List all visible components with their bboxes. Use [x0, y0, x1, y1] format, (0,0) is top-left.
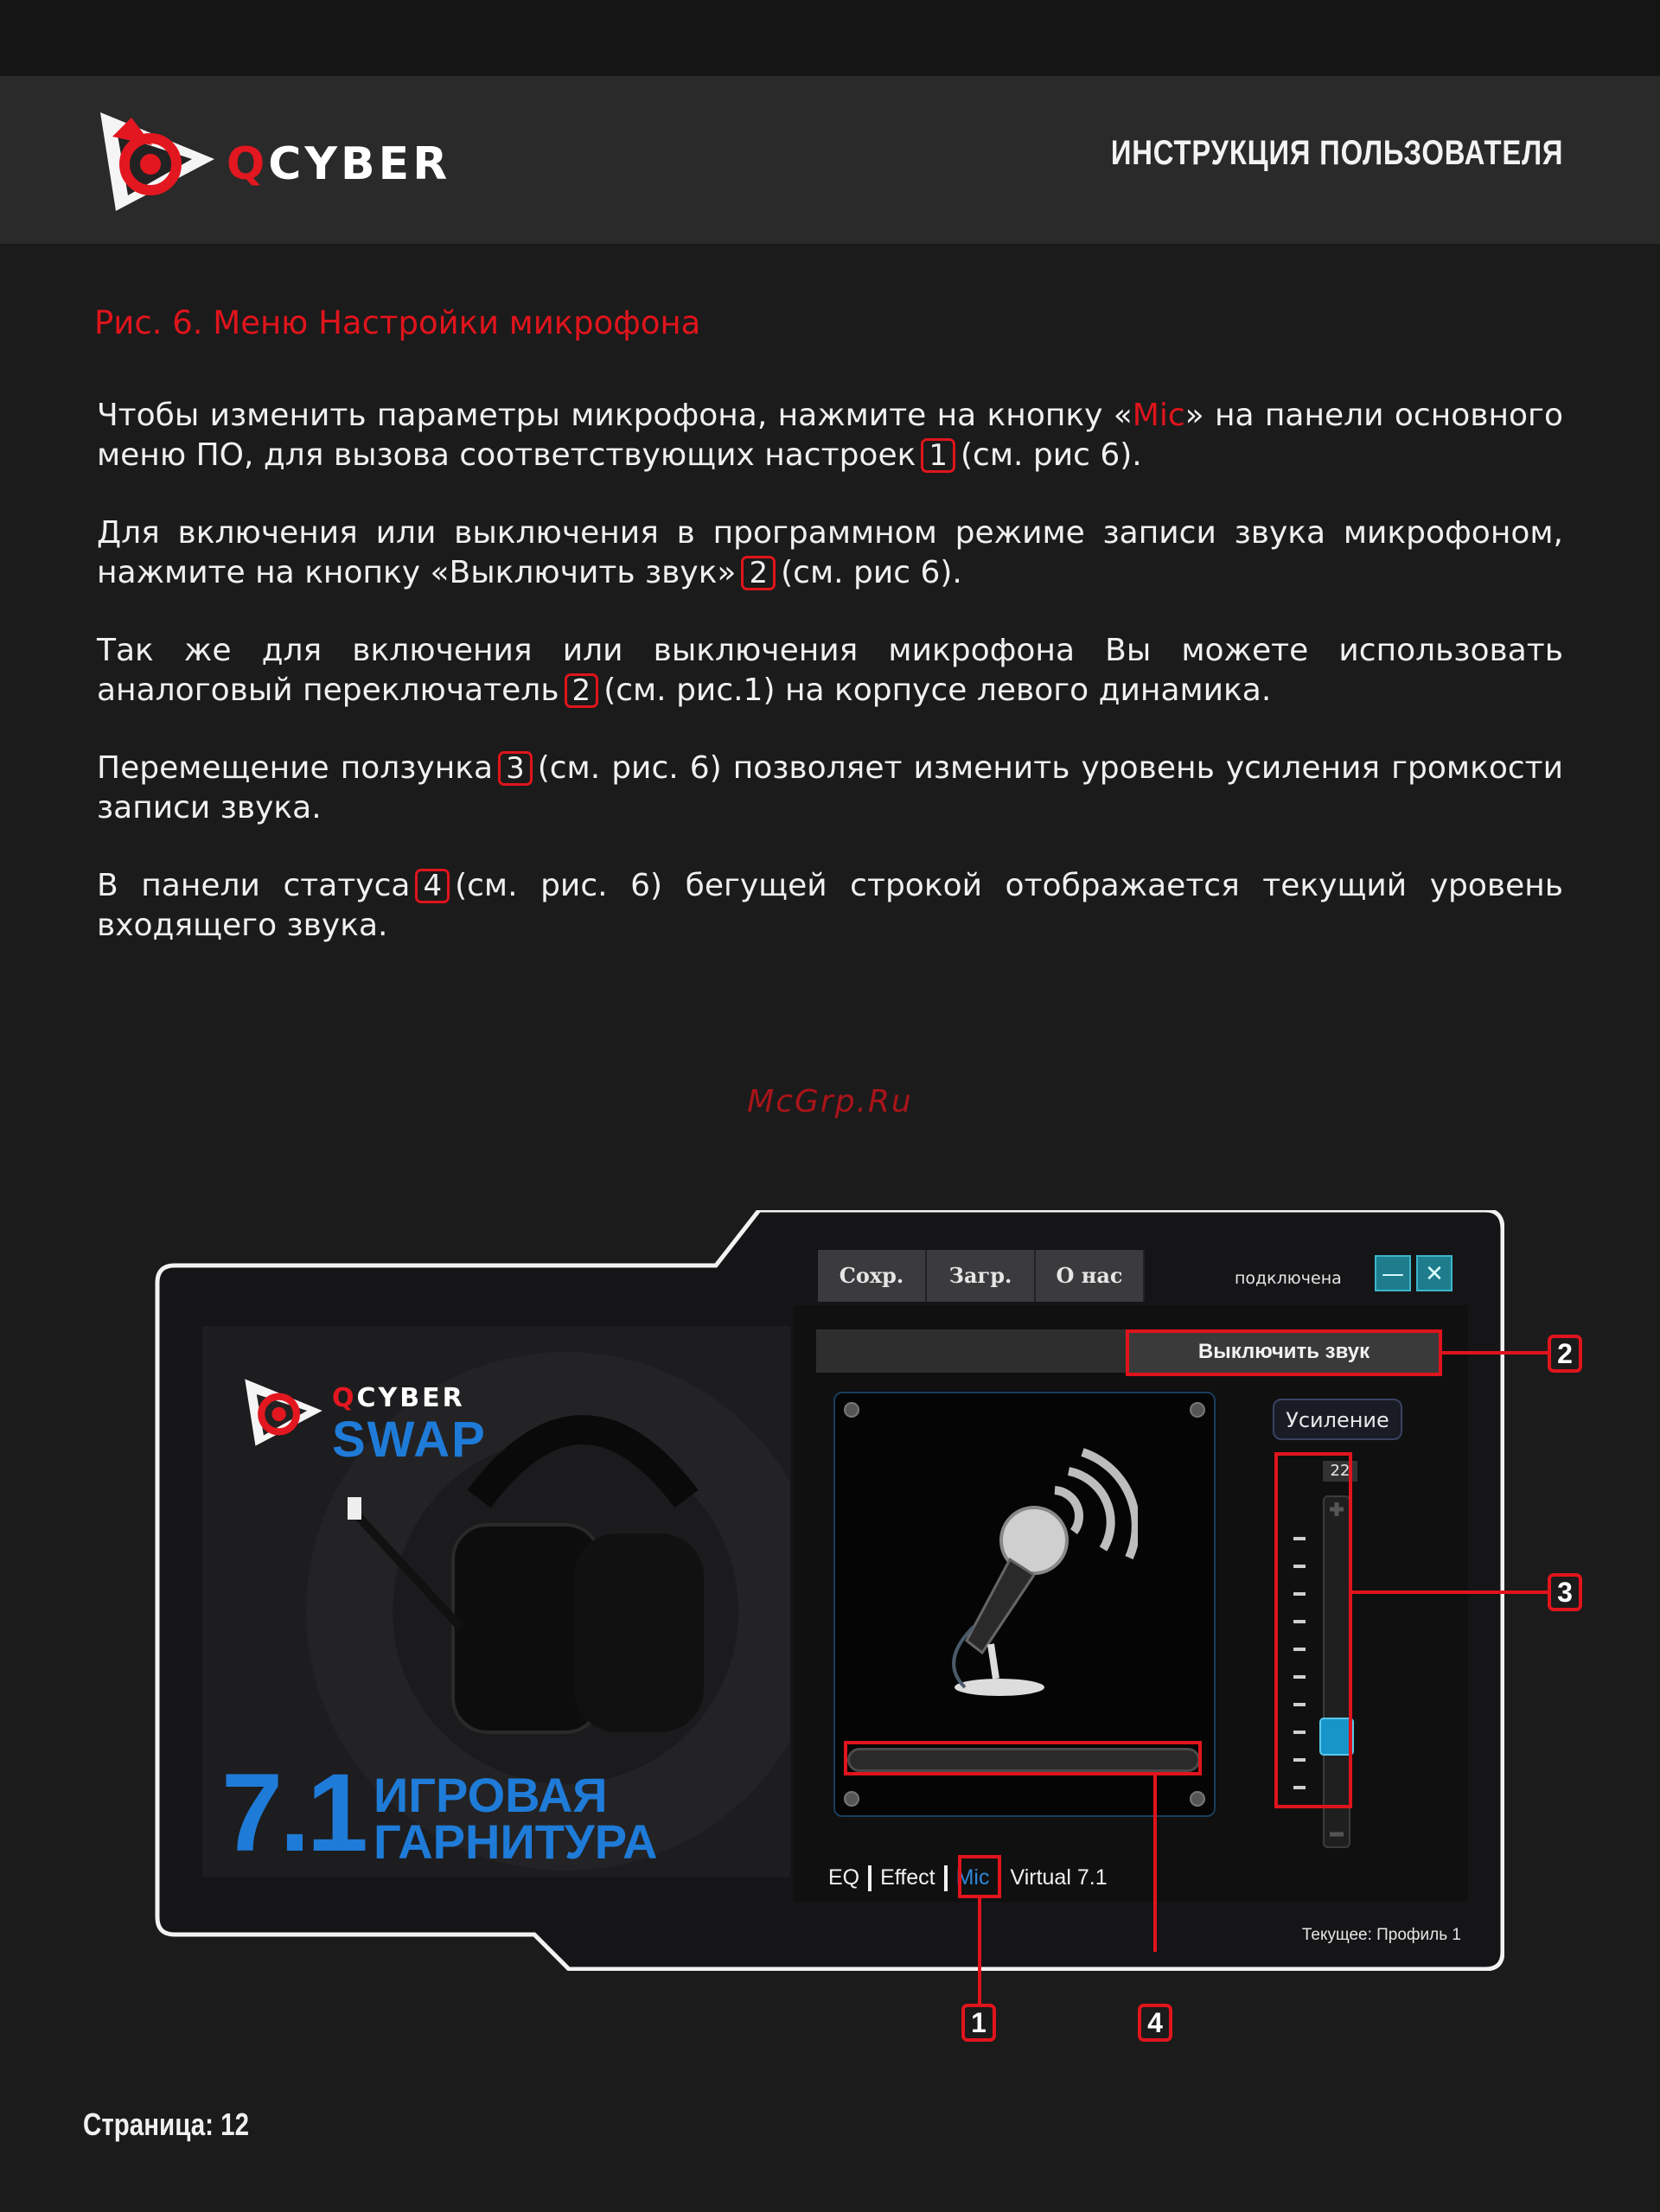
callout-number-3: 3	[1548, 1573, 1582, 1611]
callout-line-2	[1442, 1351, 1551, 1355]
minimize-button[interactable]: —	[1375, 1255, 1411, 1291]
callout-box-1	[955, 1855, 1001, 1898]
screw-icon	[844, 1402, 859, 1418]
banner-brand: QCYBER	[332, 1383, 465, 1413]
paragraph-1: Чтобы изменить параметры микрофона, нажмите на кнопку «Mic» на панели основного меню ПО, для вызова соответствующих настроек 1 (см. рис 6).	[97, 398, 1563, 473]
callout-box-2	[1126, 1329, 1442, 1376]
tab-about[interactable]: О нас	[1036, 1250, 1145, 1302]
ref-number-4: 4	[415, 869, 450, 903]
software-window	[154, 1210, 1573, 2038]
qcyber-emblem-icon	[97, 111, 218, 213]
callout-line-1	[978, 1898, 981, 2004]
gain-value: 22	[1323, 1461, 1357, 1482]
nav-virtual[interactable]: Virtual 7.1	[1010, 1865, 1108, 1890]
nav-eq[interactable]: EQ	[828, 1865, 860, 1890]
qcyber-logo	[97, 111, 484, 213]
paragraph-3: Так же для включения или выключения микрофона Вы можете использовать аналоговый переключатель 2 (см. рис.1) на корпусе левого динамика.	[97, 633, 1563, 708]
ref-number-2: 2	[741, 556, 776, 590]
nav-effect[interactable]: Effect	[880, 1865, 935, 1890]
mute-button[interactable]: Выключить звук	[1127, 1331, 1440, 1373]
nav-mic[interactable]: Mic	[955, 1865, 990, 1890]
banner-tagline: ИГРОВАЯ ГАРНИТУРА	[374, 1768, 658, 1869]
callout-box-3	[1274, 1452, 1352, 1808]
minus-icon	[1325, 1826, 1349, 1843]
paragraph-4: Перемещение ползунка 3 (см. рис. 6) позволяет изменить уровень усиления громкости записи звука.	[97, 750, 1563, 826]
figure-title: Рис. 6. Меню Настройки микрофона	[94, 304, 701, 341]
header-title: ИНСТРУКЦИЯ ПОЛЬЗОВАТЕЛЯ	[1110, 134, 1563, 172]
watermark: McGrp.Ru	[747, 1084, 913, 1119]
callout-number-1: 1	[961, 2004, 996, 2042]
page-number: Страница: 12	[83, 2107, 249, 2142]
connection-status: подключена	[1235, 1269, 1342, 1288]
top-band	[0, 0, 1660, 76]
paragraph-2: Для включения или выключения в программном режиме записи звука микрофоном, нажмите на кнопку «Выключить звук» 2 (см. рис 6).	[97, 515, 1563, 590]
callout-box-4	[844, 1741, 1202, 1775]
brand-wordmark: QCYBER	[227, 138, 451, 190]
screw-icon	[844, 1791, 859, 1807]
callout-number-4: 4	[1138, 2004, 1172, 2042]
mic-keyword: Mic	[1132, 398, 1185, 433]
callout-line-4	[1153, 1775, 1157, 1952]
tab-load[interactable]: Загр.	[927, 1250, 1036, 1302]
ref-number-3: 3	[498, 751, 533, 786]
microphone-icon	[913, 1445, 1138, 1705]
callout-line-3	[1352, 1590, 1551, 1594]
profile-status: Текущее: Профиль 1	[1301, 1926, 1461, 1944]
banner-71: 7.1	[221, 1751, 365, 1875]
callout-number-2: 2	[1548, 1335, 1582, 1373]
banner-emblem-icon	[240, 1378, 327, 1447]
screw-icon	[1190, 1791, 1205, 1807]
screw-icon	[1190, 1402, 1205, 1418]
product-banner	[202, 1326, 790, 1877]
ref-number-2b: 2	[565, 673, 599, 708]
gain-button[interactable]: Усиление	[1273, 1399, 1402, 1440]
ref-number-1: 1	[921, 438, 955, 473]
paragraph-5: В панели статуса 4 (см. рис. 6) бегущей строкой отображается текущий уровень входящего звука.	[97, 868, 1564, 943]
close-button[interactable]: ✕	[1416, 1255, 1452, 1291]
banner-model: SWAP	[332, 1412, 487, 1468]
tab-save[interactable]: Сохр.	[818, 1250, 927, 1302]
